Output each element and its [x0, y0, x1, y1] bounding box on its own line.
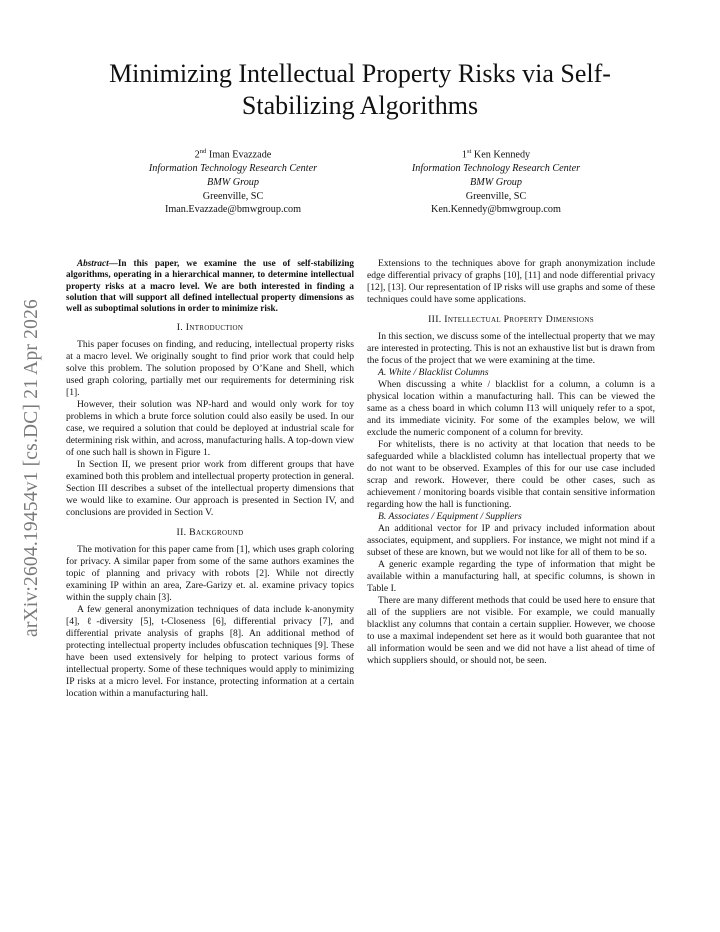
author-block-left	[103, 145, 363, 217]
arxiv-id: arXiv:2604.19454v1 [cs.DC] 21 Apr 2026	[21, 299, 42, 637]
paragraph: This paper focuses on finding, and reducing, intellectual property risks at a macro level. We originally sought to find prior work that could help solve this problem. The solution proposed by O’Kane and Shell, which used graph coloring, partially met our requirements for determining risk [1].	[66, 339, 354, 399]
author-email: Ken.Kennedy@bmwgroup.com	[431, 204, 561, 216]
paragraph: However, their solution was NP-hard and would only work for toy problems in which a brute force solution could also easily be used. In our case, we required a solution that could be deployed at industrial scale for determining risk within, and across, manufacturing halls. A top-down view of one such hall is shown in Figure 1.	[66, 399, 354, 459]
arxiv-sidebar-stamp	[12, 258, 52, 678]
abstract: Abstract—In this paper, we examine the use of self-stabilizing algorithms, operating in a hierarchical manner, to determine intellectual property risks at a macro level. We are both interested in finding a solution that will support all defined intellectual property dimensions as well as suboptimal solutions in order to minimize risk.	[66, 258, 354, 314]
author-name: 1st Ken Kennedy	[461, 148, 531, 161]
paragraph: There are many different methods that could be used here to ensure that all of the suppliers are not visible. For example, we could manually blacklist any columns that contain a certain supplier. However, we choose to use a maximal independent set here as it would both guarantee that not all information would be seen and we did not have a list ahead of time of which suppliers should, or should not, be seen.	[367, 595, 655, 666]
paragraph: Extensions to the techniques above for graph anonymization include edge differential privacy of graphs [10], [11] and node differential privacy [12], [13]. Our representation of IP risks will use graphs and some of these techniques could have some applications.	[367, 258, 655, 305]
author-org: BMW Group	[207, 176, 259, 188]
paragraph: A few general anonymization techniques of data include k-anonymity [4], ℓ-diversity [5], t-Closeness [6], differential privacy [7], and differential private analysis of graphs [8]. An additional method of protecting intellectual property includes obfuscation techniques [9]. These have been used extensively for helping to protect various forms of intellectual property. Some of these techniques would apply to minimizing IP risks at a micro level. For instance, protecting information at a certain location within a manufacturing hall.	[66, 604, 354, 700]
paragraph: When discussing a white / blacklist for a column, a column is a physical location within a manufacturing hall. This can be viewed the same as a chess board in which column I13 will uniquely refer to a spot, and its immediate vicinity. For some of the examples below, we will exclude the numeric component of a column for brevity.	[367, 379, 655, 438]
left-column	[66, 258, 354, 700]
paper-title: Minimizing Intellectual Property Risks via Self-Stabilizing Algorithms	[109, 59, 611, 120]
paragraph: The motivation for this paper came from [1], which uses graph coloring for privacy. A similar paper from some of the same authors examines the topic of planning and privacy with robots [2]. While not directly examining IP within an area, Zare-Garizy et. al. examine privacy topics within the supply chain [3].	[66, 544, 354, 604]
section-heading-background: II. Background	[176, 527, 244, 539]
author-affiliation: Information Technology Research Center	[411, 163, 581, 175]
author-name: 2nd Iman Evazzade	[194, 148, 272, 161]
paragraph: In this section, we discuss some of the intellectual property that we may are interested in protecting. This is not an exhaustive list but is drawn from the focus of the project that we were examining at the time.	[367, 331, 655, 366]
paragraph: An additional vector for IP and privacy included information about associates, equipment, and suppliers. For instance, we might not mind if a subset of these are known, but we would not like for all of them to be so.	[367, 523, 655, 558]
author-email: Iman.Evazzade@bmwgroup.com	[164, 204, 302, 216]
author-org: BMW Group	[470, 176, 522, 188]
paragraph: In Section II, we present prior work from different groups that have examined both this problem and intellectual property protection in general. Section III describes a subset of the intellectual property dimensions that we would like to examine. Our approach is presented in Section IV, and conclusions are provided in Section V.	[66, 459, 354, 519]
section-heading-introduction: I. Introduction	[176, 322, 244, 334]
paragraph: A generic example regarding the type of information that might be available within a manufacturing hall, at specific columns, is shown in Table I.	[367, 559, 655, 594]
right-column	[367, 258, 655, 667]
author-location: Greenville, SC	[465, 190, 527, 202]
subsection-heading-white-blacklist: A. White / Blacklist Columns	[378, 367, 489, 378]
author-location: Greenville, SC	[202, 190, 264, 202]
subsection-heading-associates: B. Associates / Equipment / Suppliers	[378, 511, 522, 522]
author-affiliation: Information Technology Research Center	[148, 163, 318, 175]
section-heading-ip-dimensions: III. Intellectual Property Dimensions	[428, 314, 594, 325]
author-block-right	[366, 145, 626, 217]
paragraph: For whitelists, there is no activity at that location that needs to be safeguarded while a blacklisted column has intellectual property that we do not want to be observed. Examples of this for our use case included scrap and rework. However, there could be other cases, such as achievement / monitoring boards visible that contain sensitive information regarding how the hall is functioning.	[367, 439, 655, 510]
